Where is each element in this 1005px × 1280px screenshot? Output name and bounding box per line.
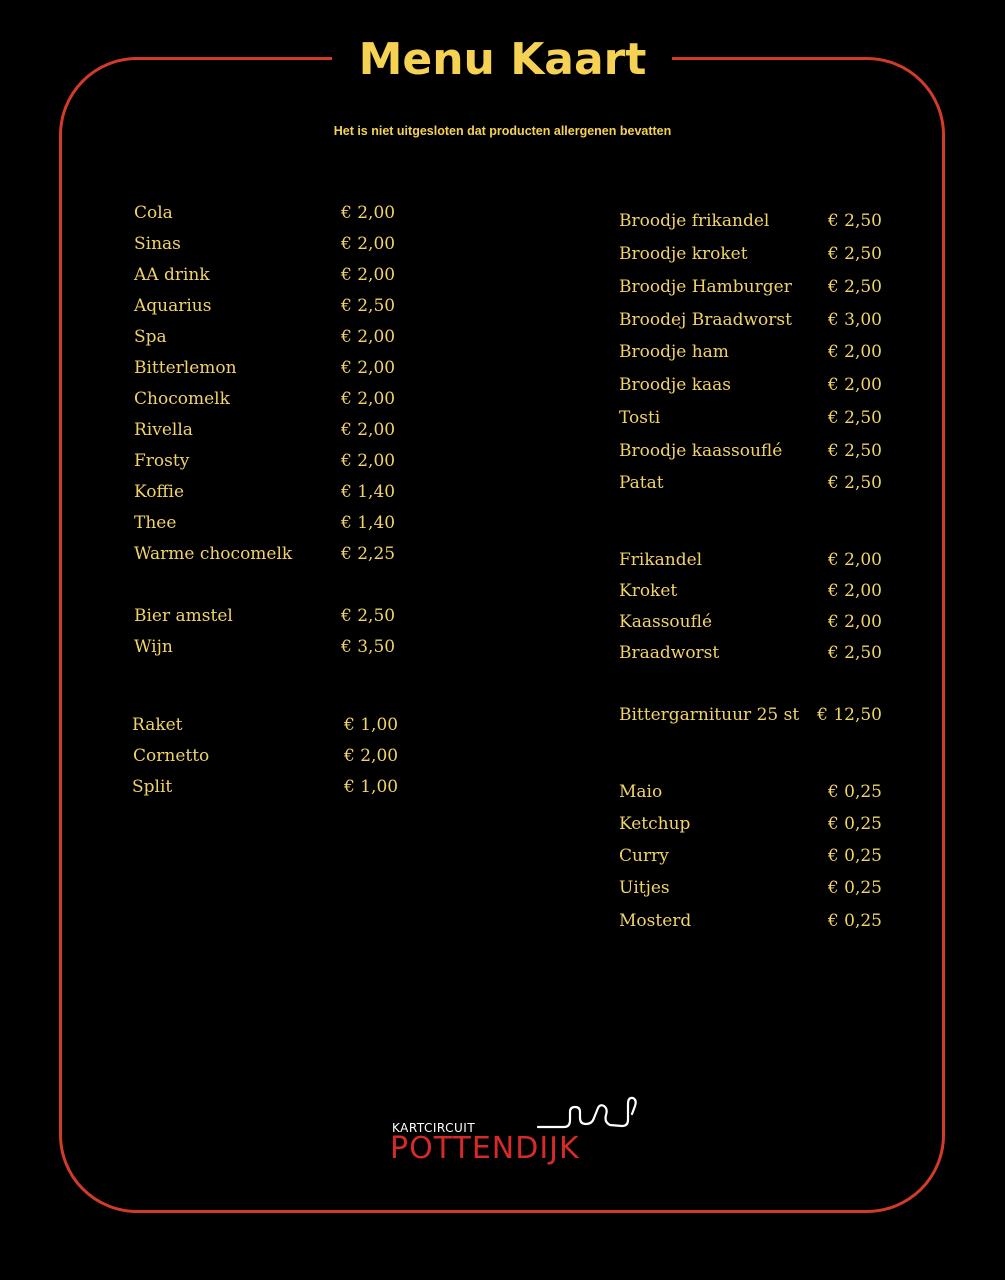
right-menu-item-price: € 2,00 [827,342,882,362]
race-track-icon [536,1092,640,1134]
right-menu-item-price: € 2,50 [827,441,882,461]
right-menu-item-price: € 0,25 [827,814,882,834]
left-menu-item-price: € 1,40 [341,482,396,502]
right-menu-item-name: Frikandel [619,550,703,570]
right-menu-item-price: € 2,00 [827,375,882,395]
left-menu-item-price: € 2,00 [341,358,396,378]
menu-frame [59,57,945,1213]
right-menu-item-price: € 2,00 [827,612,882,632]
left-menu-item-name: Bitterlemon [134,358,237,378]
right-menu-item-name: Ketchup [619,814,691,834]
menu-title: Menu Kaart [358,34,647,85]
right-menu-item-price: € 2,50 [827,244,882,264]
left-menu-item-price: € 2,00 [341,265,396,285]
right-menu-item-name: Uitjes [619,878,670,898]
left-menu-item-price: € 2,00 [344,746,399,766]
left-menu-item-price: € 2,50 [341,296,396,316]
right-menu-item-name: Broodje kaas [619,375,732,395]
right-menu-item-name: Kaassouflé [619,612,713,632]
left-menu-item-price: € 2,00 [341,234,396,254]
right-menu-item-name: Broodje ham [619,342,729,362]
left-menu-item-price: € 1,00 [344,715,399,735]
right-menu-item-name: Curry [619,846,669,866]
left-menu-item-name: Cola [134,203,173,223]
right-menu-item-name: Maio [619,782,663,802]
right-menu-item-name: Mosterd [619,911,692,931]
left-menu-item-price: € 2,00 [341,203,396,223]
right-menu-item-name: Broodje kaassouflé [619,441,783,461]
left-menu-item-price: € 2,00 [341,420,396,440]
left-menu-item-name: Warme chocomelk [134,544,293,564]
right-menu-item-name: Broodej Braadworst [619,310,792,330]
left-menu-item-name: Cornetto [133,746,210,766]
left-menu-item-name: Koffie [134,482,185,502]
left-menu-item-name: Aquarius [134,296,212,316]
right-menu-item-price: € 2,50 [827,473,882,493]
allergen-notice: Het is niet uitgesloten dat producten allergenen bevatten [333,124,672,138]
right-menu-item-name: Broodje frikandel [619,211,770,231]
logo-subtitle: KARTCIRCUIT [392,1121,476,1135]
left-menu-item-name: Split [132,777,173,797]
right-menu-item-name: Braadworst [619,643,720,663]
logo-wordmark: POTTENDIJK [390,1131,580,1166]
left-menu-item-price: € 2,25 [341,544,396,564]
left-menu-item-price: € 2,00 [341,327,396,347]
right-menu-item-price: € 0,25 [827,846,882,866]
right-menu-item-price: € 3,00 [827,310,882,330]
right-menu-item-price: € 0,25 [827,911,882,931]
left-menu-item-name: Rivella [134,420,193,440]
left-menu-item-price: € 2,00 [341,389,396,409]
left-menu-item-name: Chocomelk [134,389,230,409]
right-menu-item-price: € 12,50 [817,705,882,725]
left-menu-item-price: € 1,00 [344,777,399,797]
left-menu-item-name: Bier amstel [134,606,233,626]
left-menu-item-name: Spa [134,327,167,347]
right-menu-item-name: Patat [619,473,664,493]
right-menu-item-name: Broodje Hamburger [619,277,792,297]
right-menu-item-name: Kroket [619,581,678,601]
left-menu-item-name: Thee [134,513,177,533]
left-menu-item-price: € 1,40 [341,513,396,533]
left-menu-item-name: AA drink [134,265,210,285]
left-menu-item-name: Frosty [134,451,190,471]
right-menu-item-price: € 2,50 [827,211,882,231]
right-menu-item-price: € 2,50 [827,643,882,663]
right-menu-item-price: € 2,50 [827,277,882,297]
left-menu-item-price: € 2,50 [341,606,396,626]
right-menu-item-name: Tosti [619,408,661,428]
right-menu-item-price: € 2,50 [827,408,882,428]
left-menu-item-name: Raket [132,715,183,735]
right-menu-item-price: € 0,25 [827,878,882,898]
right-menu-item-name: Bittergarnituur 25 st [619,705,800,725]
left-menu-item-price: € 2,00 [341,451,396,471]
left-menu-item-price: € 3,50 [341,637,396,657]
left-menu-item-name: Sinas [134,234,181,254]
left-menu-item-name: Wijn [134,637,173,657]
right-menu-item-price: € 2,00 [827,581,882,601]
right-menu-item-price: € 0,25 [827,782,882,802]
right-menu-item-name: Broodje kroket [619,244,748,264]
right-menu-item-price: € 2,00 [827,550,882,570]
